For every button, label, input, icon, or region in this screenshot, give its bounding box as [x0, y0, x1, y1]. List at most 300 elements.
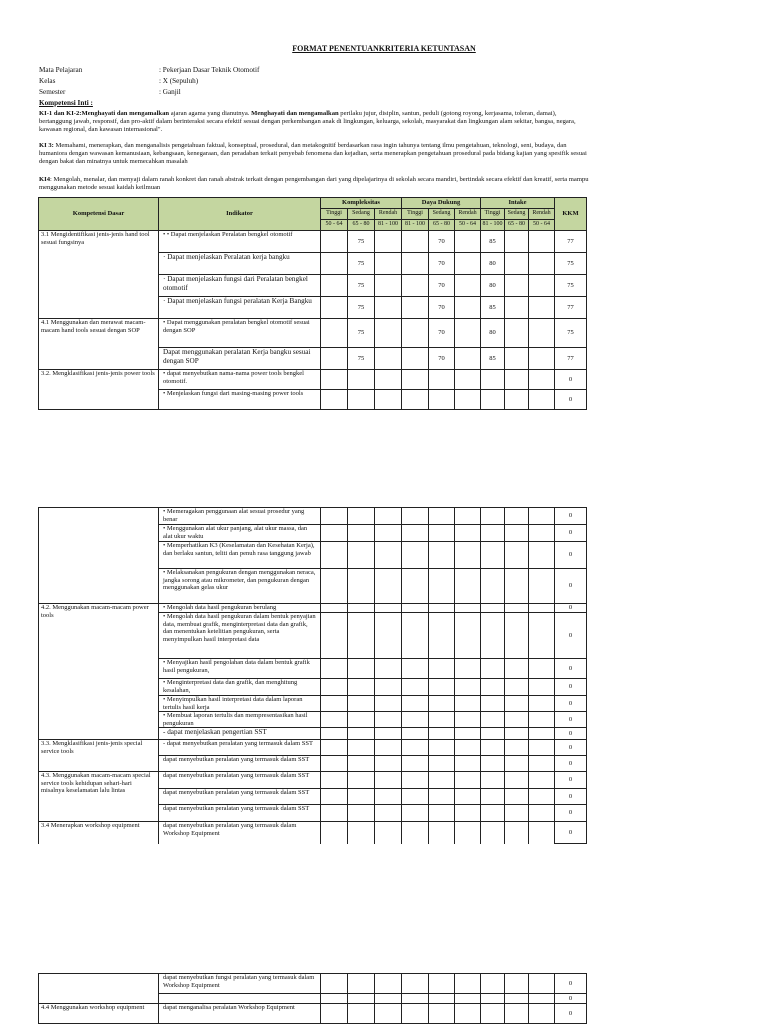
kkm-cell: 77 [555, 297, 587, 319]
indikator-cell: • Menyimpulkan hasil interpretasi data dalam laporan tertulis hasil kerja [159, 696, 321, 712]
score-cell-d-1 [429, 994, 455, 1004]
score-cell-i-2 [529, 772, 555, 789]
kkm-cell: 75 [555, 253, 587, 275]
score-cell-d-2 [455, 542, 481, 569]
score-cell-k-0 [321, 772, 348, 789]
score-cell-k-0 [321, 390, 348, 410]
score-cell-k-1 [348, 370, 375, 390]
score-cell-d-2 [455, 508, 481, 525]
kompetensi-dasar-cell: 3.3. Mengklasifikasi jenis-jenis special service tools [39, 740, 159, 772]
score-cell-k-0 [321, 696, 348, 712]
kkm-table-page-3 [38, 973, 587, 1024]
score-cell-k-1 [348, 1004, 375, 1024]
score-cell-k-1 [348, 728, 375, 740]
indikator-cell: • Menggunakan alat ukur panjang, alat ukur massa, dan alat ukur waktu [159, 525, 321, 542]
score-cell-k-2 [375, 319, 402, 348]
score-cell-i-1 [505, 542, 529, 569]
score-cell-d-0 [402, 319, 429, 348]
kkm-cell: 0 [555, 789, 587, 805]
score-cell-k-0 [321, 974, 348, 994]
header-kkm: KKM [555, 198, 587, 231]
range-k-sedang: 65 - 80 [348, 220, 375, 231]
score-cell-d-2 [455, 569, 481, 604]
score-cell-k-0 [321, 994, 348, 1004]
score-cell-d-2 [455, 231, 481, 253]
score-cell-k-1 [348, 604, 375, 613]
score-cell-i-1 [505, 613, 529, 659]
score-cell-i-0 [481, 659, 505, 679]
score-cell-d-0 [402, 370, 429, 390]
indikator-cell: · Dapat menjelaskan fungsi dari Peralatan bengkel otomotif [159, 275, 321, 297]
score-cell-k-2 [375, 696, 402, 712]
kkm-cell: 0 [555, 390, 587, 410]
score-cell-k-0 [321, 542, 348, 569]
score-cell-k-1 [348, 696, 375, 712]
score-cell-i-2 [529, 542, 555, 569]
score-cell-k-2 [375, 231, 402, 253]
score-cell-k-0 [321, 370, 348, 390]
score-cell-i-1 [505, 297, 529, 319]
score-cell-k-2 [375, 297, 402, 319]
score-cell-k-0 [321, 348, 348, 370]
score-cell-k-2 [375, 542, 402, 569]
score-cell-k-1: 75 [348, 297, 375, 319]
score-cell-d-1 [429, 1004, 455, 1024]
header-i-rendah: Rendah [529, 209, 555, 220]
score-cell-i-1 [505, 525, 529, 542]
score-cell-i-2 [529, 822, 555, 844]
kkm-cell: 0 [555, 659, 587, 679]
header-d-sedang: Sedang [429, 209, 455, 220]
score-cell-d-0 [402, 789, 429, 805]
kkm-cell: 0 [555, 974, 587, 994]
indikator-cell: • Memeragakan penggunaan alat sesuai prosedur yang benar [159, 508, 321, 525]
score-cell-k-1: 75 [348, 231, 375, 253]
score-cell-i-2 [529, 275, 555, 297]
indikator-cell: Dapat menggunakan peralatan Kerja bangku sesuai dengan SOP [159, 348, 321, 370]
kkm-table-body [39, 231, 587, 410]
kkm-cell: 0 [555, 756, 587, 772]
score-cell-d-1 [429, 974, 455, 994]
score-cell-i-0 [481, 994, 505, 1004]
score-cell-k-1 [348, 805, 375, 822]
score-cell-i-2 [529, 659, 555, 679]
score-cell-d-1 [429, 805, 455, 822]
score-cell-d-0 [402, 740, 429, 756]
score-cell-d-0 [402, 772, 429, 789]
indikator-cell: • Menginterpretasi data dan grafik, dan menghitung kesalahan, [159, 679, 321, 696]
score-cell-i-1 [505, 275, 529, 297]
score-cell-k-2 [375, 772, 402, 789]
score-cell-i-1 [505, 789, 529, 805]
score-cell-i-2 [529, 994, 555, 1004]
score-cell-d-0 [402, 569, 429, 604]
score-cell-i-0: 85 [481, 297, 505, 319]
kompetensi-dasar-cell [39, 508, 159, 604]
score-cell-d-0 [402, 275, 429, 297]
score-cell-d-1: 70 [429, 275, 455, 297]
score-cell-i-0 [481, 822, 505, 844]
score-cell-i-2 [529, 390, 555, 410]
indikator-cell [159, 994, 321, 1004]
score-cell-i-2 [529, 756, 555, 772]
score-cell-k-2 [375, 740, 402, 756]
score-cell-d-1 [429, 756, 455, 772]
score-cell-i-0 [481, 569, 505, 604]
score-cell-k-2 [375, 604, 402, 613]
score-cell-d-0 [402, 696, 429, 712]
score-cell-d-1 [429, 728, 455, 740]
score-cell-i-2 [529, 712, 555, 728]
indikator-cell: • Menyajikan hasil pengolahan data dalam bentuk grafik hasil pengukuran, [159, 659, 321, 679]
score-cell-i-1 [505, 679, 529, 696]
score-cell-k-0 [321, 253, 348, 275]
score-cell-k-2 [375, 370, 402, 390]
score-cell-d-2 [455, 679, 481, 696]
kkm-cell: 0 [555, 728, 587, 740]
range-i-sedang: 65 - 80 [505, 220, 529, 231]
kompetensi-dasar-cell: 4.2. Menggunakan macam-macam power tools [39, 604, 159, 740]
meta-row-subject: Mata Pelajaran : Pekerjaan Dasar Teknik Otomotif [39, 66, 260, 74]
score-cell-d-2 [455, 390, 481, 410]
score-cell-i-1 [505, 370, 529, 390]
score-cell-i-1 [505, 822, 529, 844]
ki-4-paragraph: KI4: Mengolah, menalar, dan menyaji dalam ranah konkret dan ranah abstrak terkait dengan pengembangan dari yang dipelajarinya di sekolah secara mandiri, bertindak secara efektif dan kreatif, serta mampu menggunakan metode sesuai kaidah keilmuan [39, 176, 589, 191]
score-cell-k-0 [321, 508, 348, 525]
kompetensi-dasar-cell: 4.1 Menggunakan dan merawat macam-macam hand tools sesuai dengan SOP [39, 319, 159, 370]
kompetensi-dasar-cell: 4.4 Menggunakan workshop equipment [39, 1004, 159, 1024]
score-cell-i-1 [505, 696, 529, 712]
score-cell-d-1: 70 [429, 348, 455, 370]
score-cell-i-1 [505, 756, 529, 772]
score-cell-d-0 [402, 994, 429, 1004]
table-row [39, 508, 587, 525]
score-cell-k-2 [375, 508, 402, 525]
score-cell-d-2 [455, 253, 481, 275]
score-cell-d-0 [402, 604, 429, 613]
score-cell-i-2 [529, 604, 555, 613]
kkm-cell: 75 [555, 275, 587, 297]
score-cell-i-2 [529, 696, 555, 712]
score-cell-k-1 [348, 789, 375, 805]
score-cell-k-1: 75 [348, 253, 375, 275]
score-cell-d-0 [402, 974, 429, 994]
score-cell-k-0 [321, 740, 348, 756]
score-cell-d-0 [402, 728, 429, 740]
score-cell-k-2 [375, 613, 402, 659]
score-cell-i-0 [481, 740, 505, 756]
indikator-cell: • Menjelaskan fungsi dari masing-masing power tools [159, 390, 321, 410]
score-cell-d-2 [455, 756, 481, 772]
kkm-cell: 0 [555, 370, 587, 390]
score-cell-i-2 [529, 348, 555, 370]
score-cell-d-1: 70 [429, 231, 455, 253]
score-cell-i-0 [481, 805, 505, 822]
meta-row-semester: Semester : Ganjil [39, 88, 181, 96]
score-cell-d-2 [455, 740, 481, 756]
range-d-rendah: 50 - 64 [455, 220, 481, 231]
score-cell-k-2 [375, 789, 402, 805]
kkm-cell: 0 [555, 542, 587, 569]
score-cell-i-0: 80 [481, 275, 505, 297]
score-cell-k-0 [321, 297, 348, 319]
kkm-cell: 0 [555, 613, 587, 659]
header-indikator: Indikator [159, 198, 321, 231]
kkm-cell: 0 [555, 994, 587, 1004]
indikator-cell: • Dapat menggunakan peralatan bengkel otomotif sesuai dengan SOP [159, 319, 321, 348]
score-cell-k-2 [375, 390, 402, 410]
score-cell-k-2 [375, 569, 402, 604]
indikator-cell: · Dapat menjelaskan Peralatan kerja bangku [159, 253, 321, 275]
score-cell-k-1 [348, 525, 375, 542]
score-cell-d-2 [455, 974, 481, 994]
score-cell-k-2 [375, 994, 402, 1004]
header-kompleksitas: Kompleksitas [321, 198, 402, 209]
score-cell-d-0 [402, 525, 429, 542]
score-cell-k-2 [375, 525, 402, 542]
score-cell-i-0: 85 [481, 348, 505, 370]
document-title: FORMAT PENENTUANKRITERIA KETUNTASAN [292, 44, 476, 53]
score-cell-k-1: 75 [348, 275, 375, 297]
kkm-cell: 0 [555, 1004, 587, 1024]
indikator-cell: • Membuat laporan tertulis dan mempresentasikan hasil pengukuran [159, 712, 321, 728]
score-cell-i-0 [481, 728, 505, 740]
score-cell-k-1 [348, 974, 375, 994]
score-cell-i-1 [505, 604, 529, 613]
score-cell-d-2 [455, 789, 481, 805]
indikator-cell: dapat menyebutkan peralatan yang termasuk dalam SST [159, 772, 321, 789]
score-cell-d-1 [429, 370, 455, 390]
score-cell-d-2 [455, 370, 481, 390]
score-cell-i-0 [481, 712, 505, 728]
score-cell-i-1 [505, 772, 529, 789]
score-cell-i-1 [505, 319, 529, 348]
score-cell-k-1 [348, 679, 375, 696]
table-row [39, 740, 587, 756]
score-cell-d-1: 70 [429, 253, 455, 275]
indikator-cell: - dapat menyebutkan peralatan yang termasuk dalam SST [159, 740, 321, 756]
header-k-tinggi: Tinggi [321, 209, 348, 220]
score-cell-i-0 [481, 772, 505, 789]
kkm-cell: 0 [555, 822, 587, 844]
score-cell-i-0: 85 [481, 231, 505, 253]
score-cell-d-2 [455, 525, 481, 542]
score-cell-d-2 [455, 348, 481, 370]
score-cell-i-0 [481, 696, 505, 712]
kkm-cell: 0 [555, 604, 587, 613]
score-cell-k-1: 75 [348, 348, 375, 370]
score-cell-k-2 [375, 1004, 402, 1024]
score-cell-i-2 [529, 297, 555, 319]
score-cell-i-2 [529, 974, 555, 994]
score-cell-k-0 [321, 319, 348, 348]
score-cell-i-1 [505, 805, 529, 822]
score-cell-i-0 [481, 370, 505, 390]
score-cell-k-2 [375, 756, 402, 772]
score-cell-d-1 [429, 659, 455, 679]
score-cell-i-1 [505, 659, 529, 679]
score-cell-k-1 [348, 659, 375, 679]
score-cell-d-1 [429, 712, 455, 728]
kompetensi-dasar-cell: 3.1 Mengidentifikasi jenis-jenis hand tool sesuai fungsinya [39, 231, 159, 319]
score-cell-d-2 [455, 712, 481, 728]
meta-row-class: Kelas : X (Sepuluh) [39, 77, 199, 85]
kkm-table-body [39, 508, 587, 844]
score-cell-d-2 [455, 297, 481, 319]
table-row [39, 319, 587, 348]
kompetensi-dasar-cell: 4.3. Menggunakan macam-macam special service tools kehidupan sehari-hari misalnya keselamatan lalu lintas [39, 772, 159, 822]
range-k-rendah: 81 - 100 [375, 220, 402, 231]
indikator-cell: • Mengolah data hasil pengukuran dalam bentuk penyajian data, membuat grafik, menginterpretasi data dan grafik, dan menentukan ketelitian pengukuran, serta menyimpulkan hasil interpretasi data [159, 613, 321, 659]
header-k-sedang: Sedang [348, 209, 375, 220]
table-row [39, 974, 587, 994]
score-cell-d-2 [455, 1004, 481, 1024]
score-cell-d-0 [402, 231, 429, 253]
score-cell-i-1 [505, 712, 529, 728]
indikator-cell: dapat menyebutkan peralatan yang termasuk dalam SST [159, 805, 321, 822]
score-cell-i-2 [529, 319, 555, 348]
header-i-sedang: Sedang [505, 209, 529, 220]
score-cell-k-2 [375, 253, 402, 275]
score-cell-d-2 [455, 659, 481, 679]
score-cell-d-1 [429, 525, 455, 542]
score-cell-k-1 [348, 542, 375, 569]
indikator-cell: • Mengolah data hasil pengukuran berulang [159, 604, 321, 613]
header-kompetensi-dasar: Kompetensi Dasar [39, 198, 159, 231]
table-row [39, 1004, 587, 1024]
score-cell-i-0 [481, 613, 505, 659]
table-row [39, 822, 587, 844]
score-cell-d-0 [402, 297, 429, 319]
kompetensi-dasar-cell: 3.4 Menerapkan workshop equipment [39, 822, 159, 844]
kompetensi-inti-label: Kompetensi Inti : [39, 99, 93, 107]
score-cell-k-0 [321, 728, 348, 740]
indikator-cell: · Dapat menjelaskan fungsi peralatan Kerja Bangku [159, 297, 321, 319]
score-cell-i-2 [529, 789, 555, 805]
score-cell-d-2 [455, 275, 481, 297]
score-cell-d-0 [402, 659, 429, 679]
header-d-rendah: Rendah [455, 209, 481, 220]
score-cell-i-1 [505, 994, 529, 1004]
score-cell-d-0 [402, 805, 429, 822]
score-cell-k-2 [375, 974, 402, 994]
score-cell-k-0 [321, 712, 348, 728]
score-cell-d-1 [429, 508, 455, 525]
score-cell-d-1 [429, 822, 455, 844]
score-cell-d-2 [455, 319, 481, 348]
score-cell-k-1 [348, 569, 375, 604]
indikator-cell: • • Dapat menjelaskan Peralatan bengkel otomotif [159, 231, 321, 253]
score-cell-i-0 [481, 542, 505, 569]
score-cell-k-0 [321, 679, 348, 696]
score-cell-k-2 [375, 275, 402, 297]
score-cell-d-2 [455, 728, 481, 740]
score-cell-d-2 [455, 994, 481, 1004]
score-cell-i-2 [529, 525, 555, 542]
score-cell-i-1 [505, 231, 529, 253]
kkm-table-page-1 [38, 197, 587, 410]
score-cell-d-1 [429, 740, 455, 756]
score-cell-d-0 [402, 348, 429, 370]
indikator-cell: dapat menyebutkan peralatan yang termasuk dalam Workshop Equipment [159, 822, 321, 844]
score-cell-k-0 [321, 604, 348, 613]
score-cell-d-0 [402, 253, 429, 275]
score-cell-k-1 [348, 822, 375, 844]
score-cell-i-0 [481, 604, 505, 613]
score-cell-d-1 [429, 696, 455, 712]
score-cell-i-2 [529, 253, 555, 275]
score-cell-k-1 [348, 740, 375, 756]
score-cell-d-2 [455, 613, 481, 659]
score-cell-i-1 [505, 974, 529, 994]
indikator-cell: - dapat menjelaskan pengertian SST [159, 728, 321, 740]
score-cell-i-1 [505, 390, 529, 410]
header-intake: Intake [481, 198, 555, 209]
score-cell-i-2 [529, 805, 555, 822]
score-cell-i-0: 80 [481, 253, 505, 275]
score-cell-i-1 [505, 728, 529, 740]
score-cell-d-0 [402, 712, 429, 728]
table-row [39, 604, 587, 613]
header-k-rendah: Rendah [375, 209, 402, 220]
kkm-cell: 75 [555, 319, 587, 348]
score-cell-k-0 [321, 805, 348, 822]
score-cell-d-0 [402, 508, 429, 525]
kkm-cell: 77 [555, 231, 587, 253]
score-cell-k-2 [375, 679, 402, 696]
score-cell-i-1 [505, 508, 529, 525]
score-cell-i-0: 80 [481, 319, 505, 348]
score-cell-k-2 [375, 822, 402, 844]
score-cell-d-1 [429, 569, 455, 604]
score-cell-i-0 [481, 974, 505, 994]
score-cell-k-0 [321, 275, 348, 297]
score-cell-k-0 [321, 231, 348, 253]
kkm-table-page-2 [38, 507, 587, 844]
score-cell-k-0 [321, 613, 348, 659]
score-cell-i-0 [481, 789, 505, 805]
score-cell-i-0 [481, 1004, 505, 1024]
ki-3-paragraph: KI 3: Memahami, menerapkan, dan menganalisis pengetahuan faktual, konseptual, prosedural, dan metakognitif berdasarkan rasa ingin tahunya tentang ilmu pengetahuan, teknologi, seni, budaya, dan humaniora dengan wawasan kemanusiaan, kebangsaan, kenegaraan, dan peradaban terkait penyebab fenomena dan kejadian, serta menerapkan pengetahuan prosedural pada bidang kajian yang spesifik sesuai dengan bakat dan minatnya untuk memecahkan masalah [39, 142, 587, 165]
score-cell-i-1 [505, 1004, 529, 1024]
kkm-cell: 0 [555, 805, 587, 822]
score-cell-d-0 [402, 542, 429, 569]
kkm-cell: 0 [555, 772, 587, 789]
score-cell-k-1 [348, 508, 375, 525]
score-cell-k-1 [348, 613, 375, 659]
table-row [39, 370, 587, 390]
indikator-cell: • Melaksanakan pengukuran dengan menggunakan neraca, jangka sorong atau mikrometer, dan pengukuran dengan menggunakan gelas ukur [159, 569, 321, 604]
score-cell-i-0 [481, 508, 505, 525]
score-cell-i-0 [481, 756, 505, 772]
header-d-tinggi: Tinggi [402, 209, 429, 220]
score-cell-k-2 [375, 659, 402, 679]
score-cell-i-2 [529, 569, 555, 604]
kkm-cell: 0 [555, 740, 587, 756]
score-cell-k-1: 75 [348, 319, 375, 348]
score-cell-d-2 [455, 696, 481, 712]
score-cell-k-1 [348, 756, 375, 772]
score-cell-i-2 [529, 370, 555, 390]
score-cell-d-0 [402, 822, 429, 844]
score-cell-k-2 [375, 805, 402, 822]
score-cell-k-0 [321, 659, 348, 679]
score-cell-d-1 [429, 542, 455, 569]
score-cell-i-2 [529, 679, 555, 696]
score-cell-d-1 [429, 772, 455, 789]
score-cell-i-2 [529, 613, 555, 659]
score-cell-k-0 [321, 569, 348, 604]
